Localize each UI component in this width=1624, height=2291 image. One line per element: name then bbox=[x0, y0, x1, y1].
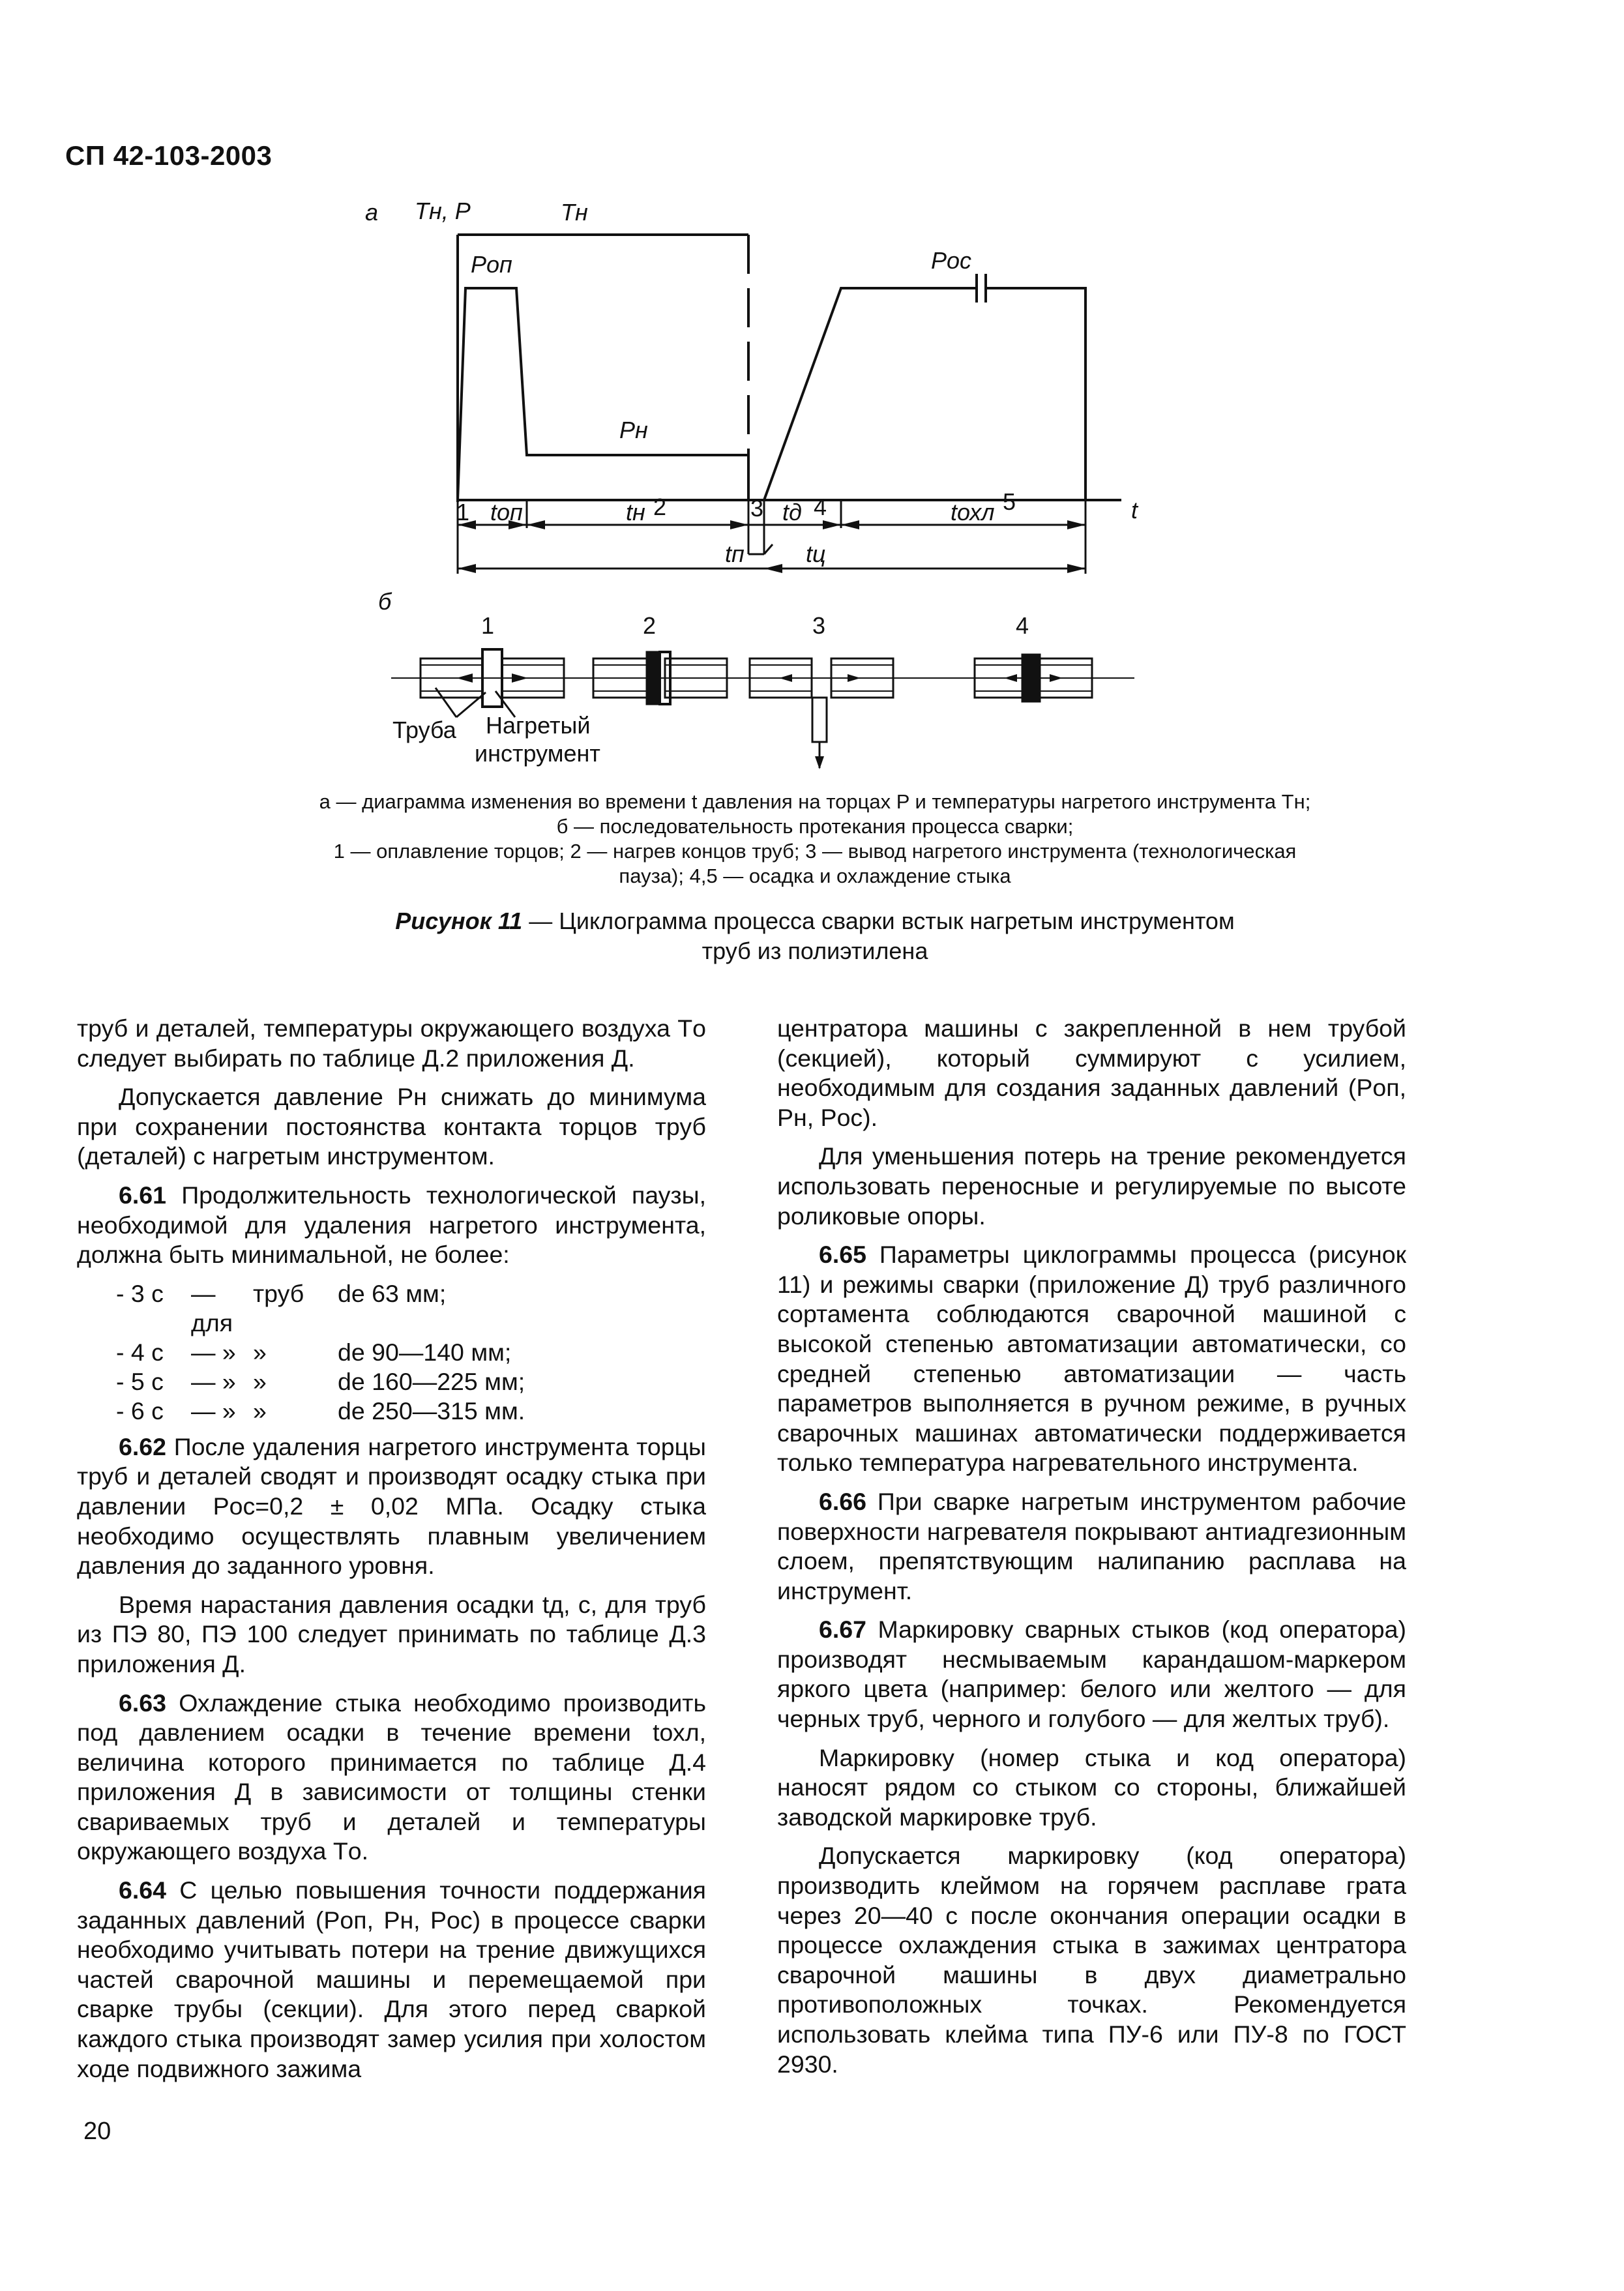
step-2-number: 2 bbox=[643, 612, 657, 639]
figure-title-number: Рисунок 11 bbox=[395, 908, 523, 934]
panel-b-label: б bbox=[378, 588, 392, 615]
tool-label-line1: Нагретый bbox=[486, 712, 591, 739]
figure-title-line2: труб из полиэтилена bbox=[701, 938, 928, 964]
step-1-pipes bbox=[421, 649, 564, 717]
section-number: 6.63 bbox=[119, 1689, 166, 1717]
t-d-label: tд bbox=[782, 499, 802, 525]
phase-5-label: 5 bbox=[1003, 488, 1016, 515]
section-6-66 bbox=[777, 1487, 1406, 1606]
section-6-63 bbox=[77, 1689, 706, 1867]
document-code-header: СП 42-103-2003 bbox=[65, 140, 273, 171]
section-6-64 bbox=[77, 1876, 706, 2084]
caption-line-1: а — диаграмма изменения во времени t давления на торцах P и температуры нагретого инструмента Tн; bbox=[319, 790, 1311, 813]
section-6-61 bbox=[77, 1181, 706, 1270]
t-op-label: tоп bbox=[490, 499, 523, 525]
p-n-label: Pн bbox=[619, 417, 648, 443]
y-axis-label: Tн, P bbox=[415, 198, 471, 224]
t-ohl-label: tохл bbox=[951, 499, 995, 525]
phase-4-label: 4 bbox=[814, 494, 827, 520]
section-number: 6.67 bbox=[819, 1616, 866, 1644]
cyclogram-figure bbox=[0, 0, 1624, 821]
step-3-pipes bbox=[750, 658, 893, 769]
left-paragraph-2: Допускается давление Pн снижать до минимума при сохранении постоянства контакта торцов труб (деталей) с нагретым инструментом. bbox=[77, 1083, 706, 1170]
section-6-67 bbox=[777, 1615, 1406, 1734]
step-3-number: 3 bbox=[812, 612, 826, 639]
t-c-label: tц bbox=[806, 540, 826, 567]
t-p-label: tп bbox=[725, 540, 745, 567]
right-paragraph-7: Допускается маркировку (код оператора) производить клеймом на горячем расплаве грата через 20—40 с после окончания операции осадки в процессе охлаждения стыка в зажимах центратора сварочной машины в двух диаметрально противоположных точках. Рекомендуется использовать клейма типа ПУ-6 или ПУ-8 по ГОСТ 2930. bbox=[777, 1842, 1406, 2078]
pipe-label: Труба bbox=[392, 717, 456, 743]
right-paragraph-2: Для уменьшения потерь на трение рекомендуется использовать переносные и регулируемые по высоте роликовые опоры. bbox=[777, 1142, 1406, 1230]
pressure-curve-part2 bbox=[764, 288, 977, 500]
p-op-label: Pоп bbox=[471, 251, 512, 278]
t-axis-label: t bbox=[1131, 497, 1138, 524]
list-item: - 6 с — » » de 250—315 мм. bbox=[116, 1397, 525, 1425]
t-n-label: tн bbox=[626, 499, 645, 525]
left-column bbox=[77, 1014, 706, 2093]
step-4-number: 4 bbox=[1016, 612, 1029, 639]
caption-line-2: б — последовательность протекания процесса сварки; bbox=[556, 815, 1074, 838]
caption-line-3: 1 — оплавление торцов; 2 — нагрев концов труб; 3 — вывод нагретого инструмента (технологическая bbox=[333, 840, 1297, 863]
list-item: - 4 с — » » de 90—140 мм; bbox=[116, 1338, 512, 1366]
section-text: С целью повышения точности поддержания заданных давлений (Pоп, Pн, Pос) в процессе сварки необходимо учитывать потери на трение движущихся частей сварочной машины и перемещаемой при сварке трубы (секции). Для этого перед сваркой каждого стыка производят замер усилия при холостом ходе подвижного зажима bbox=[77, 1876, 706, 2082]
left-paragraph-1: труб и деталей, температуры окружающего воздуха Tо следует выбирать по таблице Д.2 приложения Д. bbox=[77, 1014, 706, 1072]
right-paragraph-1: центратора машины с закрепленной в нем трубой (секцией), который суммируют с усилием, необходимым для создания заданных давлений (Pоп, Pн, Pос). bbox=[777, 1014, 1406, 1131]
section-6-65 bbox=[777, 1240, 1406, 1478]
section-6-62 bbox=[77, 1432, 706, 1581]
pause-duration-list bbox=[116, 1279, 706, 1426]
pressure-curve-part1 bbox=[458, 288, 748, 500]
pressure-curve-end bbox=[986, 288, 1085, 500]
phase-3-label: 3 bbox=[750, 495, 764, 522]
tool-label-line2: инструмент bbox=[475, 740, 600, 767]
page-number: 20 bbox=[83, 2118, 111, 2145]
section-number: 6.65 bbox=[819, 1241, 866, 1269]
list-item: - 3 с — для труб de 63 мм; bbox=[116, 1279, 447, 1337]
section-number: 6.64 bbox=[119, 1876, 166, 1904]
section-text: Охлаждение стыка необходимо производить под давлением осадки в течение времени tохл, величина которого принимается по таблице Д.4 приложения Д в зависимости от толщины стенки свариваемых труб и деталей и температуры окружающего воздуха Tо. bbox=[77, 1689, 706, 1865]
section-text: Маркировку сварных стыков (код оператора) производят несмываемым карандашом-маркером яркого цвета (например: белого или желтого — для черных труб, черного и голубого — для желтых труб). bbox=[777, 1616, 1406, 1733]
figure-title-text: — Циклограмма процесса сварки встык нагретым инструментом bbox=[522, 908, 1235, 934]
right-column bbox=[777, 1014, 1406, 2088]
step-1-number: 1 bbox=[481, 612, 495, 639]
right-paragraph-6: Маркировку (номер стыка и код оператора) наносят рядом со стыком со стороны, ближайшей заводской маркировке труб. bbox=[777, 1743, 1406, 1831]
figure-title bbox=[156, 906, 1473, 966]
section-text: Параметры циклограммы процесса (рисунок 11) и режимы сварки (приложение Д) труб различного сортамента соблюдаются сварочной машиной с высокой степенью автоматизации автоматически, со средней степенью автоматизации — часть параметров выполняется в ручном режиме, в ручных сварочных машинах автоматически поддерживается только температура нагревательного инструмента. bbox=[777, 1241, 1406, 1477]
section-text: После удаления нагретого инструмента торцы труб и деталей сводят и производят осадку стыка при давлении Pос=0,2 ± 0,02 МПа. Осадку стыка необходимо осуществлять плавным увеличением давления до заданного уровня. bbox=[77, 1432, 706, 1580]
panel-a-label: а bbox=[365, 199, 379, 226]
tn-label: Tн bbox=[561, 199, 588, 226]
section-number: 6.61 bbox=[119, 1181, 166, 1209]
phase-1-label: 1 bbox=[456, 499, 470, 525]
left-paragraph-5: Время нарастания давления осадки tд, с, для труб из ПЭ 80, ПЭ 100 следует принимать по таблице Д.3 приложения Д. bbox=[77, 1590, 706, 1678]
caption-line-4: пауза); 4,5 — осадка и охлаждение стыка bbox=[619, 865, 1011, 887]
p-os-label: Pос bbox=[931, 247, 972, 274]
section-number: 6.66 bbox=[819, 1487, 866, 1515]
phase-2-label: 2 bbox=[653, 494, 667, 520]
list-item: - 5 с — » » de 160—225 мм; bbox=[116, 1367, 525, 1395]
section-text: При сварке нагретым инструментом рабочие поверхности нагревателя покрывают антиадгезионным слоем, препятствующим налипанию расплава на инструмент. bbox=[777, 1487, 1406, 1604]
section-number: 6.62 bbox=[119, 1432, 166, 1460]
section-text: Продолжительность технологической паузы, необходимой для удаления нагретого инструмента, должна быть минимальной, не более: bbox=[77, 1181, 706, 1269]
